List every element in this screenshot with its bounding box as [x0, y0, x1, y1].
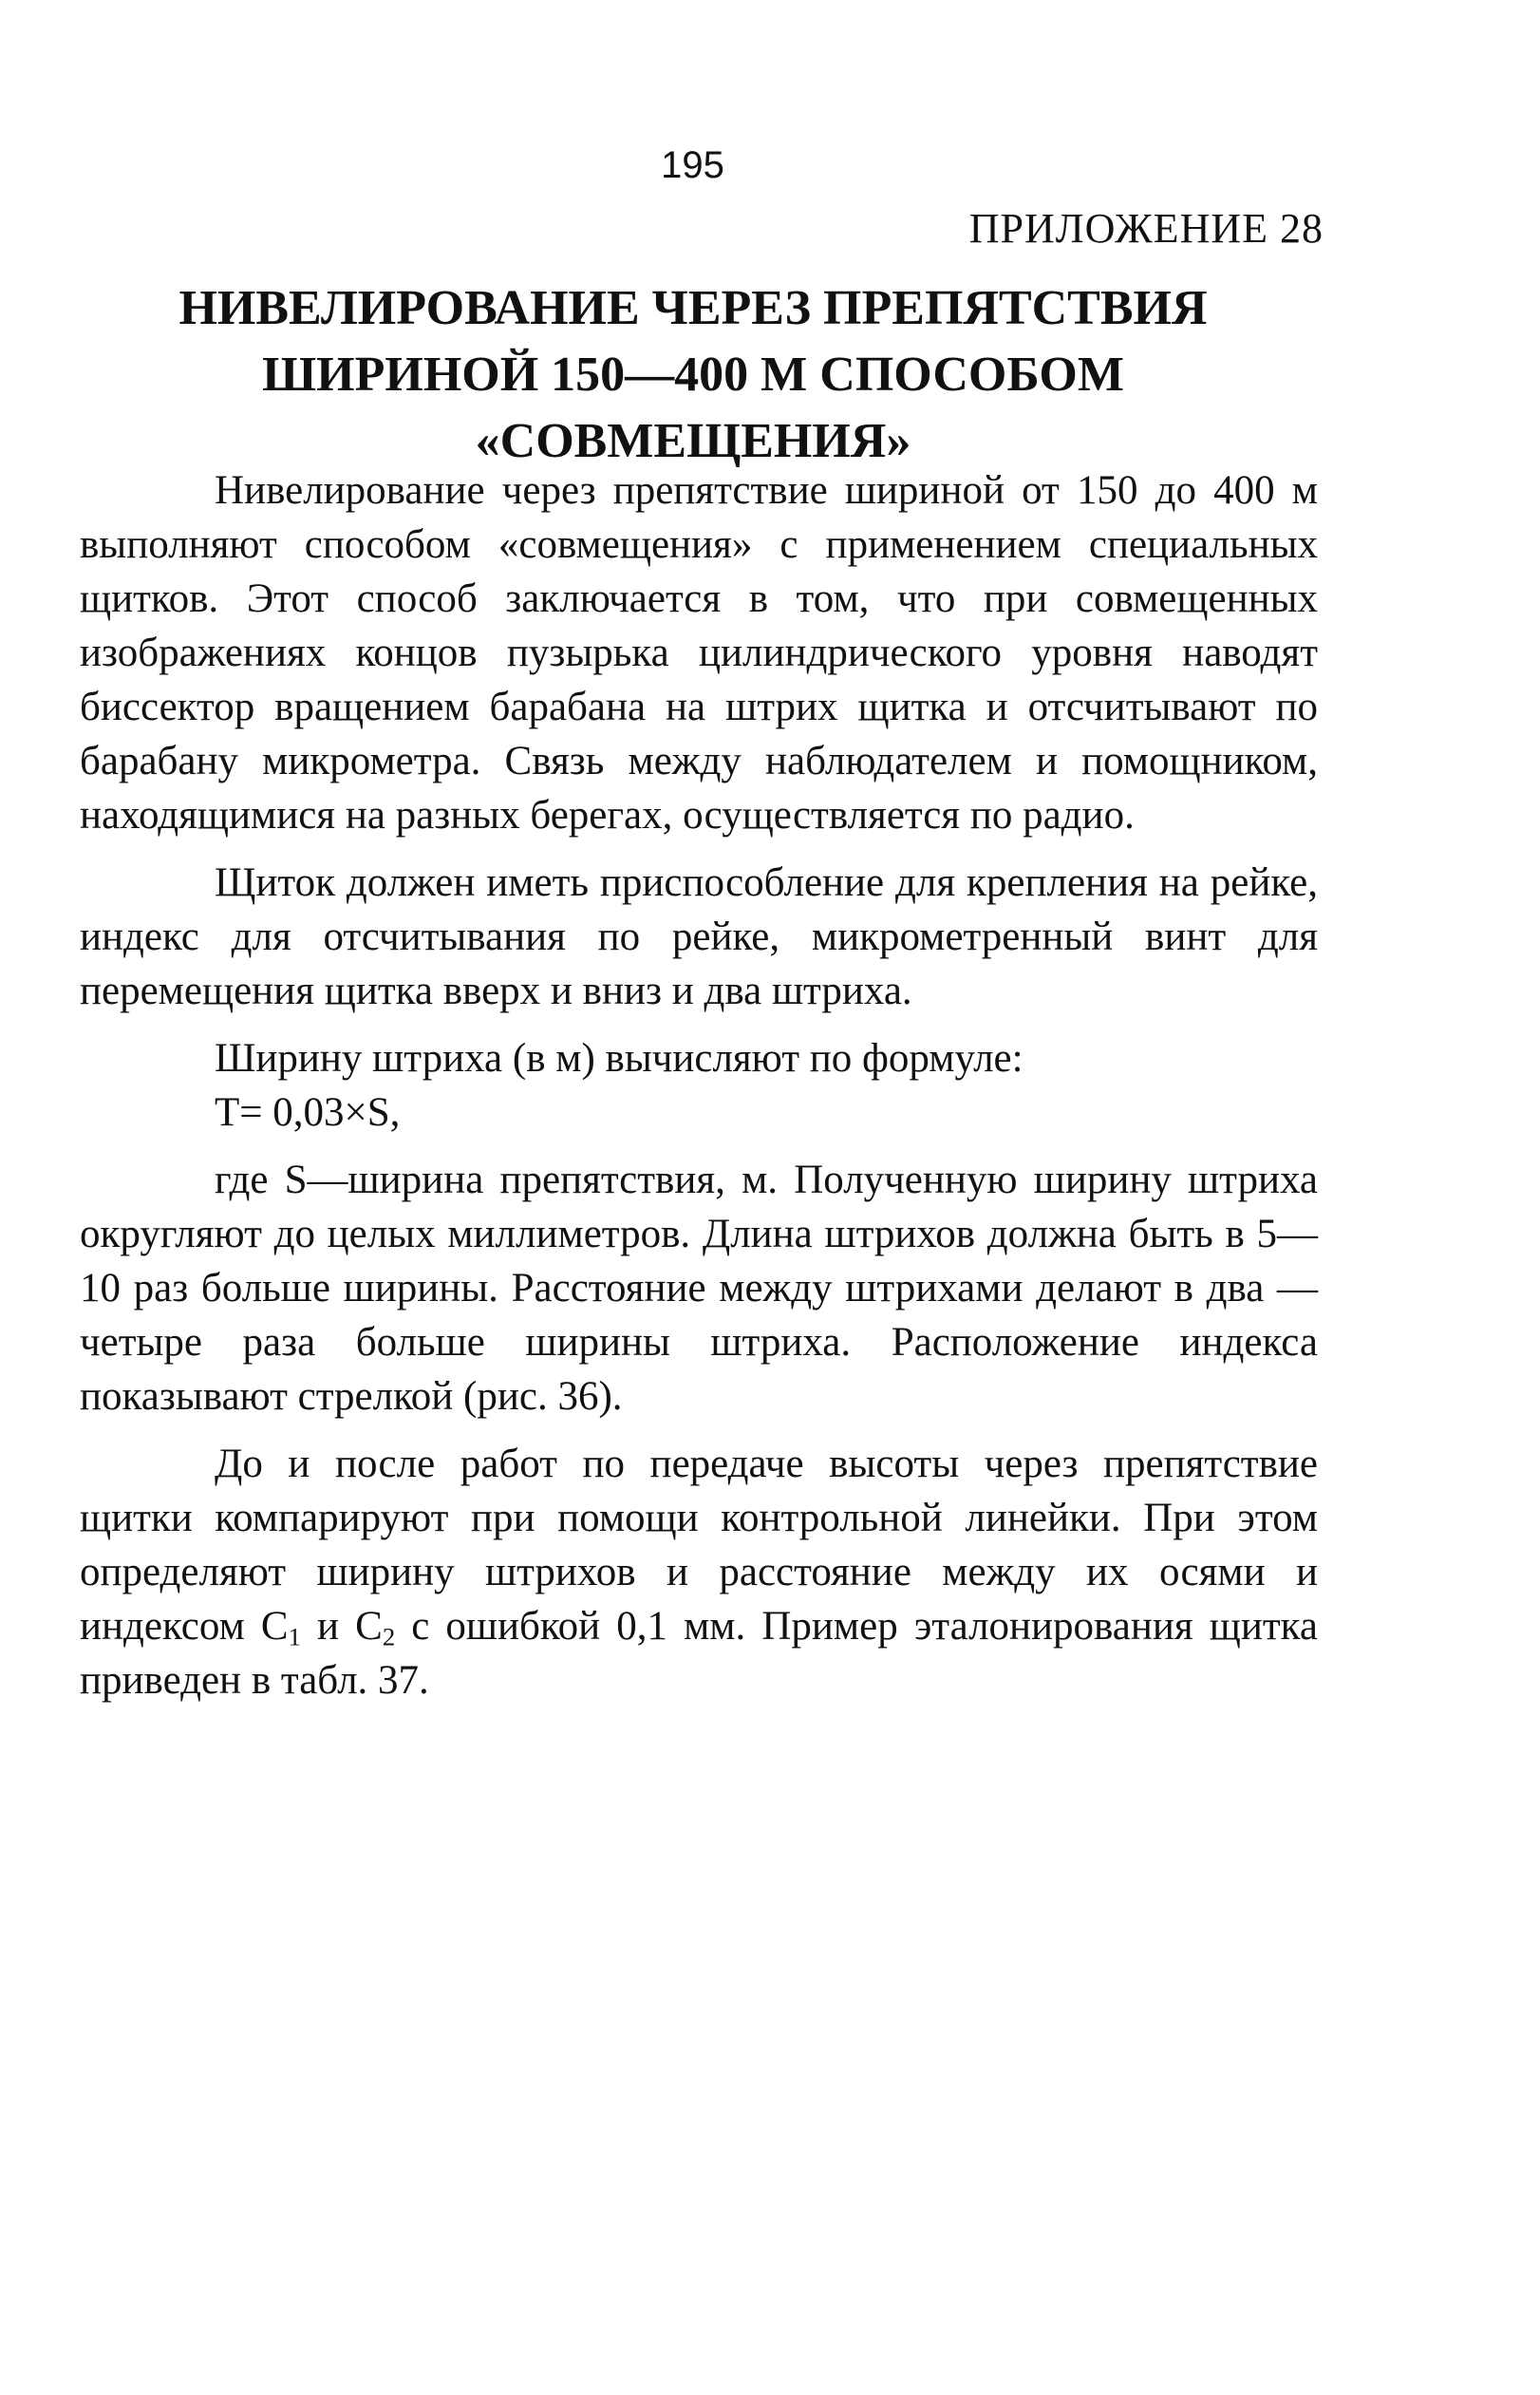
title-line-3: «СОВМЕЩЕНИЯ»: [475, 414, 911, 468]
body-text: [80, 463, 1318, 1721]
paragraph-5-part-2: и С: [300, 1604, 383, 1649]
paragraph-2: Щиток должен иметь приспособление для крепления на рейке, индекс для отсчитывания по рейке, микрометренный винт для перемещения щитка вверх и вниз и два штриха.: [80, 860, 1318, 1013]
paragraph-3: Ширину штриха (в м) вычисляют по формуле:: [215, 1036, 1024, 1081]
paragraph-4: где S—ширина препятствия, м. Полученную ширину штриха округляют до целых миллиметров. Длина штрихов должна быть в 5—10 раз больше ширины. Расстояние между штрихами делают в два — четыре раза больше ширины штриха. Расположение индекса показывают стрелкой (рис. 36).: [80, 1158, 1318, 1419]
title-line-2: ШИРИНОЙ 150—400 М СПОСОБОМ: [262, 348, 1124, 402]
title-line-1: НИВЕЛИРОВАНИЕ ЧЕРЕЗ ПРЕПЯТСТВИЯ: [178, 281, 1208, 335]
paragraph-5-part-1: До и после работ по передаче высоты через препятствие щитки компарируют при помощи контрольной линейки. При этом определяют ширину штрихов и расстояние между их осями и индексом С: [80, 1442, 1318, 1649]
page-number: 195: [661, 144, 724, 186]
formula: Т= 0,03×S,: [215, 1090, 401, 1135]
page-title: [76, 275, 1310, 475]
paragraph-5-part-3: с ошибкой 0,1 мм. Пример эталонирования щитка приведен в табл. 37.: [80, 1604, 1319, 1703]
paragraph-5: [80, 1437, 1318, 1707]
appendix-label: ПРИЛОЖЕНИЕ 28: [968, 205, 1324, 252]
subscript-2: 2: [382, 1622, 396, 1651]
subscript-1: 1: [288, 1622, 301, 1651]
paragraph-1: Нивелирование через препятствие шириной от 150 до 400 м выполняют способом «совмещения» с применением специальных щитков. Этот способ заключается в том, что при совмещенных изображениях концов пузырька цилиндрического уровня наводят биссектор вращением барабана на штрих щитка и отсчитывают по барабану микрометра. Связь между наблюдателем и помощником, находящимися на разных берегах, осуществляется по радио.: [80, 468, 1318, 838]
